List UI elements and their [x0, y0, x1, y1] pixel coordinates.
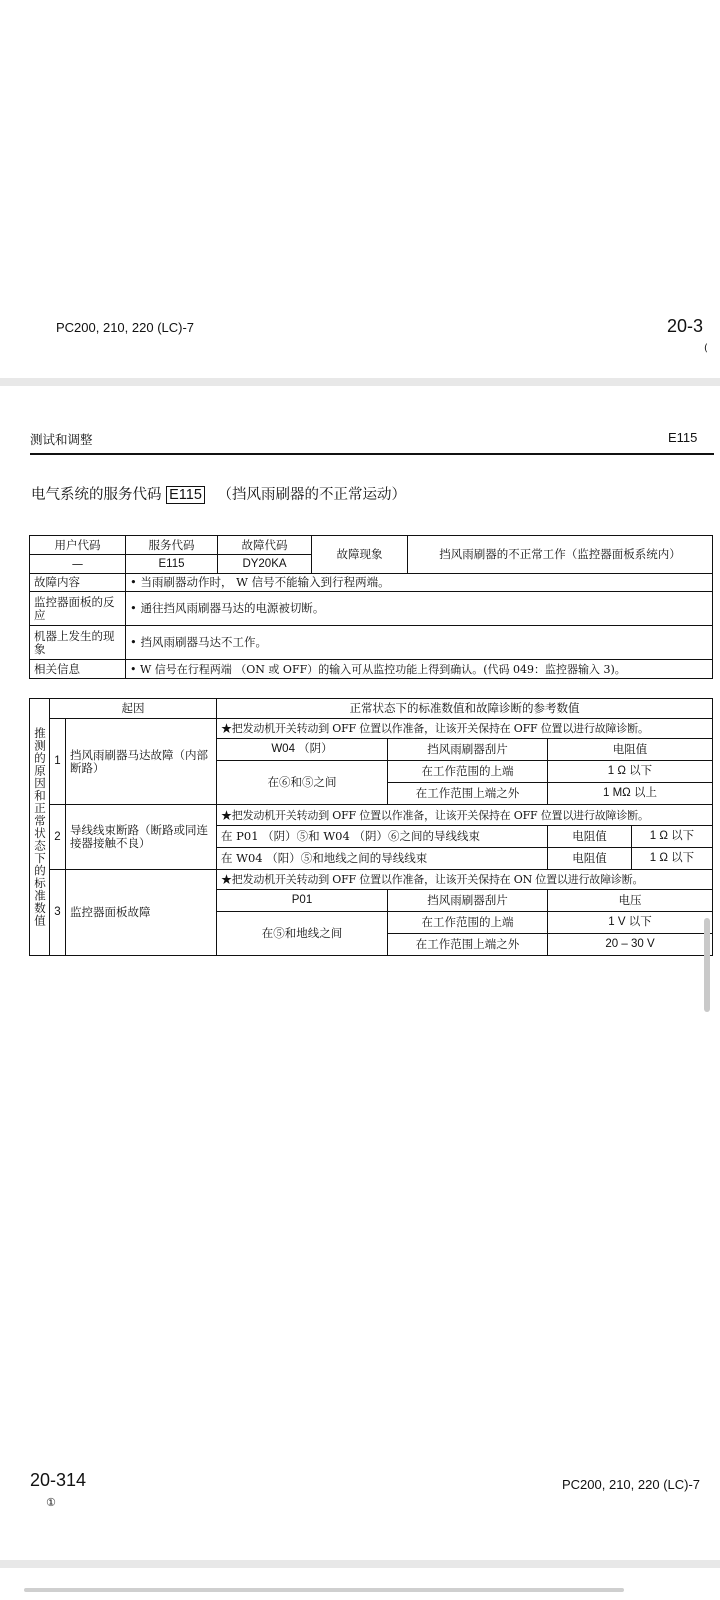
scrollbar-thumb[interactable] — [704, 918, 710, 1012]
cause-3-connector: P01 — [217, 890, 388, 912]
cause-2-line1-value: 1 Ω 以下 — [632, 826, 713, 848]
cause-2-num: 2 — [50, 805, 66, 870]
horizontal-scrollbar[interactable] — [24, 1588, 624, 1592]
val-fault-code: DY20KA — [218, 555, 312, 574]
cause-1-upper-value: 1 Ω 以下 — [548, 761, 713, 783]
symptom-value: 挡风雨刷器的不正常工作（监控器面板系统内） — [408, 536, 713, 574]
header-rule — [30, 453, 714, 455]
cause-table — [29, 698, 713, 956]
footer-model: PC200, 210, 220 (LC)-7 — [562, 1477, 701, 1492]
cause-2-text: 导线线束断路（断路或同连接器接触不良） — [66, 805, 217, 870]
col-service-code: 服务代码 — [126, 536, 218, 555]
cause-3-upper-label: 在工作范围的上端 — [388, 912, 548, 934]
cause-2-line1-measure: 电阻值 — [548, 826, 632, 848]
page-title — [31, 483, 406, 504]
col-user-code: 用户代码 — [30, 536, 126, 555]
title-suffix: （挡风雨刷器的不正常运动） — [217, 487, 407, 503]
prev-page-number: 20-3 — [667, 316, 704, 336]
cause-3-text: 监控器面板故障 — [66, 870, 217, 956]
page-divider — [0, 378, 720, 386]
cause-2-line1: 在 P01 （阴）⑤和 W04 （阴）⑥之间的导线线束 — [217, 826, 548, 848]
cause-3-measure: 电压 — [548, 890, 713, 912]
cause-3-outside-label: 在工作范围上端之外 — [388, 934, 548, 956]
prev-page-model: PC200, 210, 220 (LC)-7 — [56, 320, 195, 335]
footer-revision-mark: ① — [46, 1496, 56, 1509]
head-cause: 起因 — [50, 699, 217, 719]
row-value-related-info: • W 信号在行程两端 （ON 或 OFF）的输入可从监控功能上得到确认。(代码 049：监控器输入 3)。 — [126, 660, 713, 679]
head-values: 正常状态下的标准数值和故障诊断的参考数值 — [217, 699, 713, 719]
row-label-fault-content: 故障内容 — [30, 574, 126, 592]
val-user-code: — — [30, 555, 126, 574]
cause-3-between: 在⑤和地线之间 — [217, 912, 388, 956]
side-label: 推测的原因和正常状态下的标准数值 — [30, 699, 50, 956]
cause-2-line2-measure: 电阻值 — [548, 848, 632, 870]
cause-1-measure: 电阻值 — [548, 739, 713, 761]
prev-page-edge-mark: ( — [704, 343, 708, 354]
cause-2-line2-value: 1 Ω 以下 — [632, 848, 713, 870]
col-fault-code: 故障代码 — [218, 536, 312, 555]
title-prefix: 电气系统的服务代码 — [31, 487, 162, 503]
cause-1-between: 在⑥和⑤之间 — [217, 761, 388, 805]
cause-1-outside-value: 1 MΩ 以上 — [548, 783, 713, 805]
cause-1-outside-label: 在工作范围上端之外 — [388, 783, 548, 805]
row-label-monitor-reaction: 监控器面板的反应 — [30, 592, 126, 626]
cause-1-part: 挡风雨刷器刮片 — [388, 739, 548, 761]
row-label-machine-phenomenon: 机器上发生的现象 — [30, 626, 126, 660]
footer-page-number: 20-314 — [30, 1470, 87, 1490]
cause-2-line2: 在 W04 （阳）⑤和地线之间的导线线束 — [217, 848, 548, 870]
header-code: E115 — [668, 430, 698, 445]
row-value-machine-phenomenon: • 挡风雨刷器马达不工作。 — [126, 626, 713, 660]
cause-3-prep: ★把发动机开关转动到 OFF 位置以作准备，让该开关保持在 ON 位置以进行故障诊断。 — [217, 870, 713, 890]
row-value-monitor-reaction: • 通往挡风雨刷器马达的电源被切断。 — [126, 592, 713, 626]
val-service-code: E115 — [126, 555, 218, 574]
cause-3-part: 挡风雨刷器刮片 — [388, 890, 548, 912]
row-value-fault-content: • 当雨刷器动作时， W 信号不能输入到行程两端。 — [126, 574, 713, 592]
cause-1-prep: ★把发动机开关转动到 OFF 位置以作准备，让该开关保持在 OFF 位置以进行故障诊断。 — [217, 719, 713, 739]
title-code-box: E115 — [166, 486, 205, 504]
fault-info-table — [29, 535, 713, 679]
row-label-related-info: 相关信息 — [30, 660, 126, 679]
cause-1-text: 挡风雨刷器马达故障（内部断路） — [66, 719, 217, 805]
cause-3-upper-value: 1 V 以下 — [548, 912, 713, 934]
section-header: 测试和调整 — [30, 432, 93, 447]
cause-1-upper-label: 在工作范围的上端 — [388, 761, 548, 783]
cause-1-connector: W04 （阴） — [217, 739, 388, 761]
page-divider-bottom — [0, 1560, 720, 1568]
cause-1-num: 1 — [50, 719, 66, 805]
cause-3-outside-value: 20 – 30 V — [548, 934, 713, 956]
cause-3-num: 3 — [50, 870, 66, 956]
symptom-label: 故障现象 — [312, 536, 408, 574]
cause-2-prep: ★把发动机开关转动到 OFF 位置以作准备，让该开关保持在 OFF 位置以进行故障诊断。 — [217, 805, 713, 826]
